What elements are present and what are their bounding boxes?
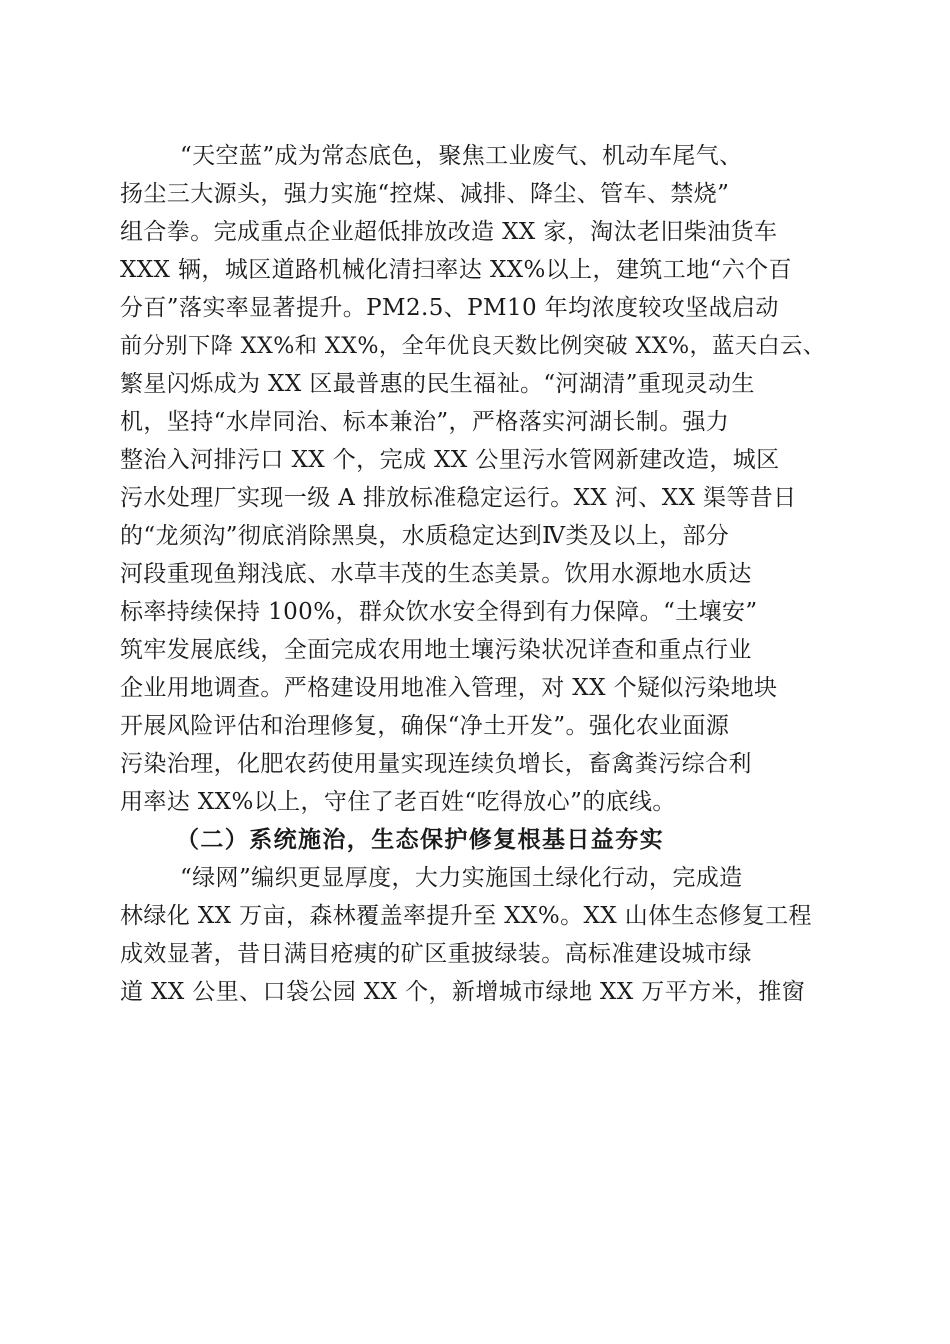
text-line: 整治入河排污口 XX 个，完成 XX 公里污水管网新建改造，城区: [120, 447, 780, 473]
text-line: 分百”落实率显著提升。PM2.5、PM10 年均浓度较攻坚战启动: [120, 295, 779, 321]
text-line: 用率达 XX%以上，守住了老百姓“吃得放心”的底线。: [120, 789, 676, 815]
text-line: 扬尘三大源头，强力实施“控煤、减排、降尘、管车、禁烧”: [120, 181, 730, 207]
text-line: 繁星闪烁成为 XX 区最普惠的民生福祉。“河湖清”重现灵动生: [120, 371, 755, 397]
paragraph-first-line: “绿网”编织更显厚度，大力实施国土绿化行动，完成造: [180, 865, 743, 891]
paragraph-first-line: “天空蓝”成为常态底色，聚焦工业废气、机动车尾气、: [180, 143, 743, 169]
text-line: 组合拳。完成重点企业超低排放改造 XX 家，淘汰老旧柴油货车: [120, 219, 778, 245]
text-line: 前分别下降 XX%和 XX%，全年优良天数比例突破 XX%，蓝天白云、: [120, 333, 826, 359]
document-body: [120, 137, 830, 1011]
text-line: 筑牢发展底线，全面完成农用地土壤污染状况详查和重点行业: [120, 637, 752, 663]
text-line: 林绿化 XX 万亩，森林覆盖率提升至 XX%。XX 山体生态修复工程: [120, 903, 812, 929]
section-heading: （二）系统施治，生态保护修复根基日益夯实: [176, 826, 664, 853]
text-line: 的“龙须沟”彻底消除黑臭，水质稳定达到Ⅳ类及以上，部分: [120, 523, 730, 549]
text-line: 污染治理，化肥农药使用量实现连续负增长，畜禽粪污综合利: [120, 751, 752, 777]
text-line: 河段重现鱼翔浅底、水草丰茂的生态美景。饮用水源地水质达: [120, 561, 752, 587]
text-line: 污水处理厂实现一级 A 排放标准稳定运行。XX 河、XX 渠等昔日: [120, 485, 797, 511]
text-line: 企业用地调查。严格建设用地准入管理，对 XX 个疑似污染地块: [120, 675, 778, 701]
text-line: 开展风险评估和治理修复，确保“净土开发”。强化农业面源: [120, 713, 730, 739]
text-line: 标率持续保持 100%，群众饮水安全得到有力保障。“土壤安”: [120, 599, 758, 625]
text-line: XXX 辆，城区道路机械化清扫率达 XX%以上，建筑工地“六个百: [120, 257, 792, 283]
text-line: 道 XX 公里、口袋公园 XX 个，新增城市绿地 XX 万平方米，推窗: [120, 979, 806, 1005]
text-line: 机，坚持“水岸同治、标本兼治”，严格落实河湖长制。强力: [120, 409, 730, 435]
text-line: 成效显著，昔日满目疮痍的矿区重披绿装。高标准建设城市绿: [120, 941, 752, 967]
